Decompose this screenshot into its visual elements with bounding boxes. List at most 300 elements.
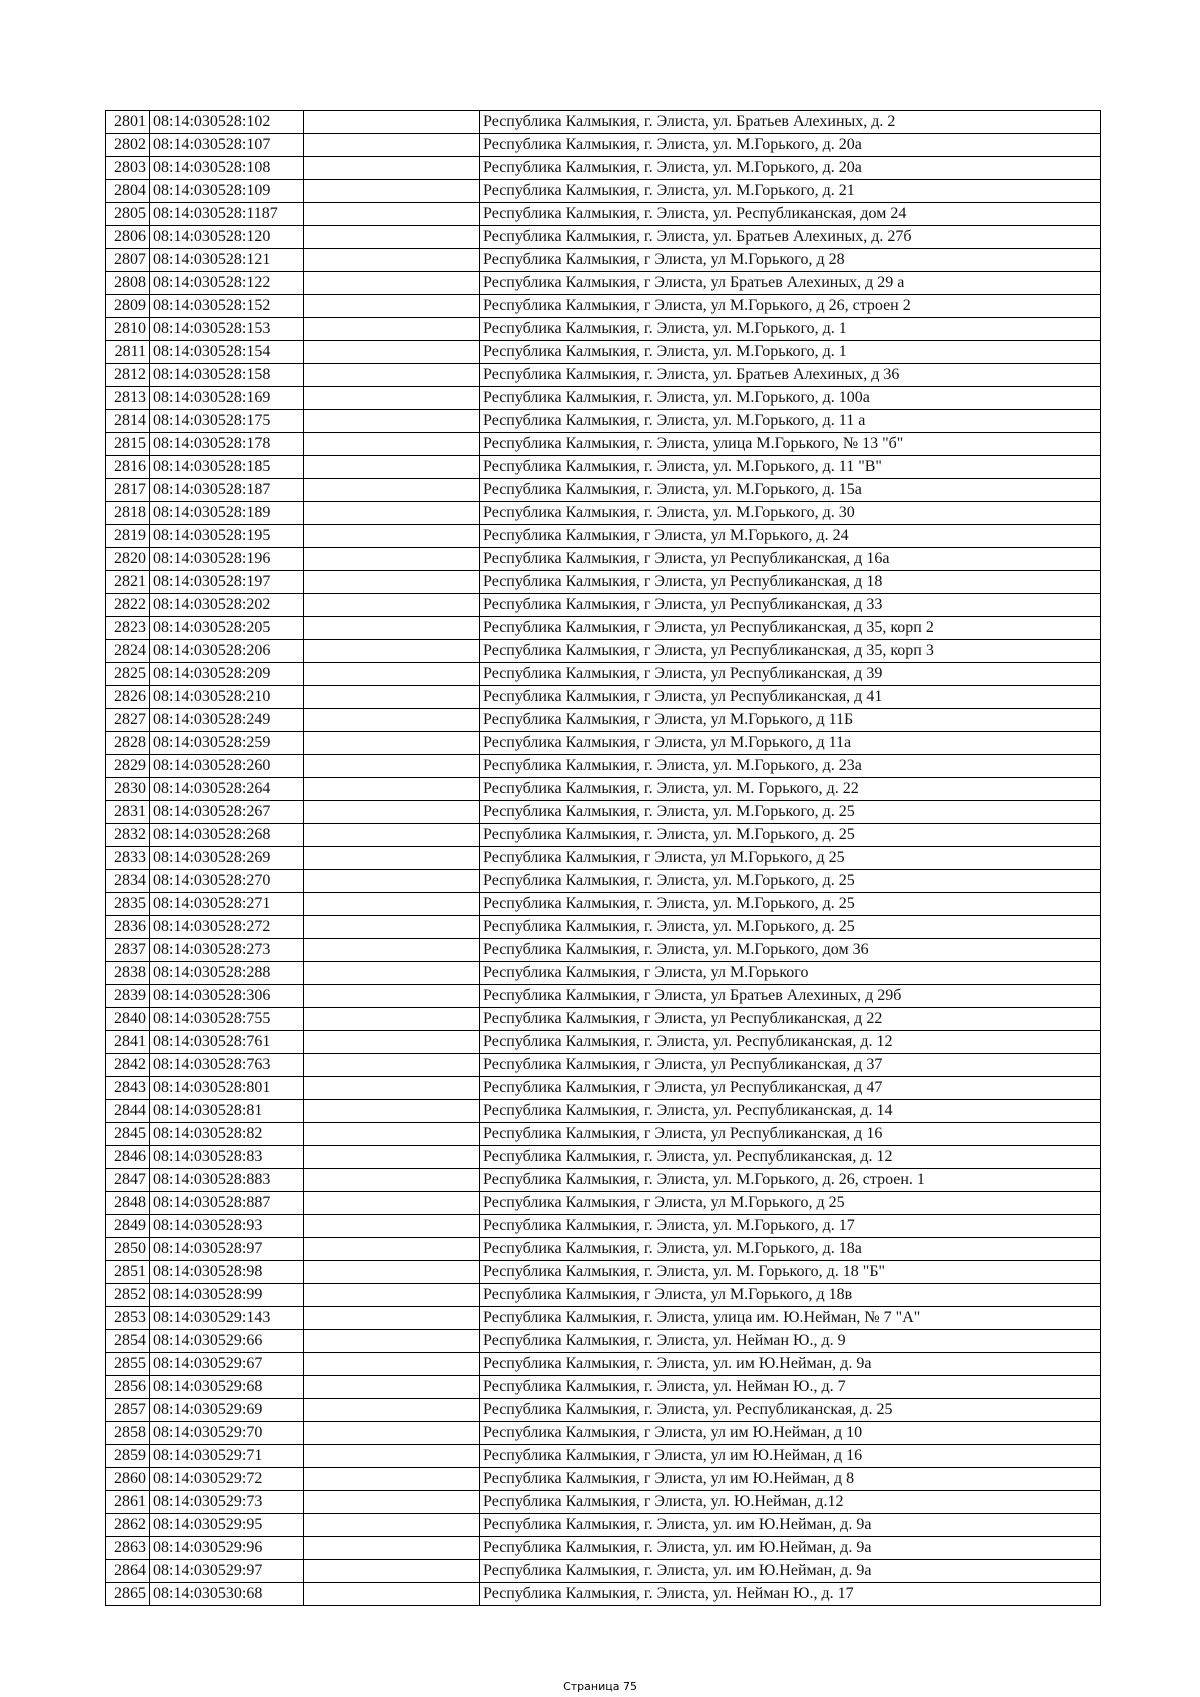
cadastral-number-cell: 08:14:030528:755 — [150, 1008, 304, 1031]
table-row — [106, 1422, 1101, 1445]
cadastral-number-cell: 08:14:030528:121 — [150, 249, 304, 272]
table-row — [106, 847, 1101, 870]
address-cell: Республика Калмыкия, г Элиста, ул М.Горького, д 28 — [480, 249, 1101, 272]
row-number-cell: 2856 — [106, 1376, 150, 1399]
cadastral-number-cell: 08:14:030529:72 — [150, 1468, 304, 1491]
address-cell: Республика Калмыкия, г Элиста, ул Братьев Алехиных, д 29 а — [480, 272, 1101, 295]
row-number-cell: 2842 — [106, 1054, 150, 1077]
cadastral-number-cell: 08:14:030530:68 — [150, 1583, 304, 1606]
cadastral-number-cell: 08:14:030528:93 — [150, 1215, 304, 1238]
table-row — [106, 134, 1101, 157]
cadastral-number-cell: 08:14:030528:107 — [150, 134, 304, 157]
table-row — [106, 1330, 1101, 1353]
table-row — [106, 1100, 1101, 1123]
row-number-cell: 2862 — [106, 1514, 150, 1537]
address-cell: Республика Калмыкия, г. Элиста, улица М.Горького, № 13 "б" — [480, 433, 1101, 456]
cadastral-number-cell: 08:14:030528:120 — [150, 226, 304, 249]
row-number-cell: 2845 — [106, 1123, 150, 1146]
table-row — [106, 709, 1101, 732]
empty-cell — [304, 1123, 480, 1146]
row-number-cell: 2852 — [106, 1284, 150, 1307]
empty-cell — [304, 1514, 480, 1537]
address-cell: Республика Калмыкия, г. Элиста, улица им. Ю.Нейман, № 7 "А" — [480, 1307, 1101, 1330]
address-cell: Республика Калмыкия, г. Элиста, ул. М.Горького, д. 20а — [480, 157, 1101, 180]
address-cell: Республика Калмыкия, г Элиста, ул М.Горького, д 11Б — [480, 709, 1101, 732]
empty-cell — [304, 1192, 480, 1215]
table-row — [106, 157, 1101, 180]
empty-cell — [304, 318, 480, 341]
address-cell: Республика Калмыкия, г Элиста, ул Республиканская, д 37 — [480, 1054, 1101, 1077]
row-number-cell: 2808 — [106, 272, 150, 295]
address-cell: Республика Калмыкия, г. Элиста, ул. Республиканская, д. 14 — [480, 1100, 1101, 1123]
empty-cell — [304, 525, 480, 548]
table-row — [106, 180, 1101, 203]
cadastral-number-cell: 08:14:030528:158 — [150, 364, 304, 387]
table-row — [106, 272, 1101, 295]
table-row — [106, 686, 1101, 709]
empty-cell — [304, 1008, 480, 1031]
row-number-cell: 2834 — [106, 870, 150, 893]
table-row — [106, 985, 1101, 1008]
table-row — [106, 1514, 1101, 1537]
table-row — [106, 1307, 1101, 1330]
table-row — [106, 226, 1101, 249]
empty-cell — [304, 203, 480, 226]
empty-cell — [304, 1468, 480, 1491]
row-number-cell: 2847 — [106, 1169, 150, 1192]
address-cell: Республика Калмыкия, г Элиста, ул Республиканская, д 33 — [480, 594, 1101, 617]
row-number-cell: 2859 — [106, 1445, 150, 1468]
cadastral-number-cell: 08:14:030528:108 — [150, 157, 304, 180]
cadastral-number-cell: 08:14:030528:306 — [150, 985, 304, 1008]
cadastral-number-cell: 08:14:030528:82 — [150, 1123, 304, 1146]
empty-cell — [304, 732, 480, 755]
row-number-cell: 2806 — [106, 226, 150, 249]
row-number-cell: 2803 — [106, 157, 150, 180]
table-row — [106, 1468, 1101, 1491]
empty-cell — [304, 1215, 480, 1238]
row-number-cell: 2823 — [106, 617, 150, 640]
cadastral-number-cell: 08:14:030528:102 — [150, 111, 304, 134]
cadastral-number-cell: 08:14:030529:143 — [150, 1307, 304, 1330]
table-row — [106, 502, 1101, 525]
empty-cell — [304, 364, 480, 387]
empty-cell — [304, 1376, 480, 1399]
cadastral-number-cell: 08:14:030528:196 — [150, 548, 304, 571]
address-cell: Республика Калмыкия, г. Элиста, ул. Братьев Алехиных, д. 2 — [480, 111, 1101, 134]
cadastral-number-cell: 08:14:030528:209 — [150, 663, 304, 686]
address-cell: Республика Калмыкия, г Элиста, ул Республиканская, д 16а — [480, 548, 1101, 571]
table-row — [106, 548, 1101, 571]
address-cell: Республика Калмыкия, г. Элиста, ул. М. Горького, д. 22 — [480, 778, 1101, 801]
row-number-cell: 2821 — [106, 571, 150, 594]
row-number-cell: 2835 — [106, 893, 150, 916]
cadastral-number-cell: 08:14:030528:154 — [150, 341, 304, 364]
cadastral-number-cell: 08:14:030528:883 — [150, 1169, 304, 1192]
row-number-cell: 2849 — [106, 1215, 150, 1238]
row-number-cell: 2813 — [106, 387, 150, 410]
address-cell: Республика Калмыкия, г. Элиста, ул. М.Горького, д. 20а — [480, 134, 1101, 157]
empty-cell — [304, 985, 480, 1008]
address-cell: Республика Калмыкия, г. Элиста, ул. М.Горького, д. 1 — [480, 318, 1101, 341]
address-cell: Республика Калмыкия, г. Элиста, ул. М.Горького, д. 21 — [480, 180, 1101, 203]
address-cell: Республика Калмыкия, г Элиста, ул М.Горького — [480, 962, 1101, 985]
empty-cell — [304, 295, 480, 318]
row-number-cell: 2838 — [106, 962, 150, 985]
table-row — [106, 1376, 1101, 1399]
cadastral-number-cell: 08:14:030528:197 — [150, 571, 304, 594]
address-cell: Республика Калмыкия, г Элиста, ул им Ю.Нейман, д 16 — [480, 1445, 1101, 1468]
table-row — [106, 801, 1101, 824]
table-row — [106, 525, 1101, 548]
table-row — [106, 387, 1101, 410]
empty-cell — [304, 617, 480, 640]
table-row — [106, 1491, 1101, 1514]
address-cell: Республика Калмыкия, г Элиста, ул М.Горького, д 18в — [480, 1284, 1101, 1307]
address-cell: Республика Калмыкия, г. Элиста, ул. М.Горького, д. 25 — [480, 801, 1101, 824]
row-number-cell: 2855 — [106, 1353, 150, 1376]
table-row — [106, 1008, 1101, 1031]
row-number-cell: 2833 — [106, 847, 150, 870]
empty-cell — [304, 755, 480, 778]
table-row — [106, 1169, 1101, 1192]
empty-cell — [304, 1031, 480, 1054]
row-number-cell: 2807 — [106, 249, 150, 272]
address-cell: Республика Калмыкия, г. Элиста, ул. Нейман Ю., д. 17 — [480, 1583, 1101, 1606]
address-cell: Республика Калмыкия, г. Элиста, ул. М.Горького, д. 25 — [480, 824, 1101, 847]
registry-table-body — [106, 111, 1101, 1606]
table-row — [106, 410, 1101, 433]
row-number-cell: 2853 — [106, 1307, 150, 1330]
address-cell: Республика Калмыкия, г. Элиста, ул. М.Горького, д. 17 — [480, 1215, 1101, 1238]
row-number-cell: 2864 — [106, 1560, 150, 1583]
empty-cell — [304, 134, 480, 157]
page-number: Страница 75 — [563, 1680, 637, 1693]
empty-cell — [304, 249, 480, 272]
row-number-cell: 2860 — [106, 1468, 150, 1491]
row-number-cell: 2846 — [106, 1146, 150, 1169]
address-cell: Республика Калмыкия, г. Элиста, ул. М.Горького, д. 25 — [480, 893, 1101, 916]
address-cell: Республика Калмыкия, г Элиста, ул М.Горького, д 11а — [480, 732, 1101, 755]
address-cell: Республика Калмыкия, г. Элиста, ул. им Ю.Нейман, д. 9а — [480, 1353, 1101, 1376]
table-row — [106, 1353, 1101, 1376]
cadastral-number-cell: 08:14:030528:887 — [150, 1192, 304, 1215]
row-number-cell: 2828 — [106, 732, 150, 755]
empty-cell — [304, 433, 480, 456]
table-row — [106, 732, 1101, 755]
table-row — [106, 1560, 1101, 1583]
empty-cell — [304, 1537, 480, 1560]
address-cell: Республика Калмыкия, г. Элиста, ул. Республиканская, дом 24 — [480, 203, 1101, 226]
empty-cell — [304, 1238, 480, 1261]
empty-cell — [304, 870, 480, 893]
empty-cell — [304, 709, 480, 732]
cadastral-number-cell: 08:14:030529:97 — [150, 1560, 304, 1583]
table-row — [106, 962, 1101, 985]
row-number-cell: 2805 — [106, 203, 150, 226]
table-row — [106, 1238, 1101, 1261]
cadastral-number-cell: 08:14:030528:267 — [150, 801, 304, 824]
cadastral-number-cell: 08:14:030528:175 — [150, 410, 304, 433]
empty-cell — [304, 1100, 480, 1123]
empty-cell — [304, 824, 480, 847]
row-number-cell: 2810 — [106, 318, 150, 341]
row-number-cell: 2865 — [106, 1583, 150, 1606]
row-number-cell: 2820 — [106, 548, 150, 571]
empty-cell — [304, 410, 480, 433]
address-cell: Республика Калмыкия, г. Элиста, ул. М.Горького, д. 11 а — [480, 410, 1101, 433]
empty-cell — [304, 479, 480, 502]
address-cell: Республика Калмыкия, г. Элиста, ул. М. Горького, д. 18 "Б" — [480, 1261, 1101, 1284]
row-number-cell: 2817 — [106, 479, 150, 502]
cadastral-number-cell: 08:14:030528:98 — [150, 1261, 304, 1284]
empty-cell — [304, 387, 480, 410]
cadastral-number-cell: 08:14:030528:268 — [150, 824, 304, 847]
empty-cell — [304, 1422, 480, 1445]
empty-cell — [304, 1560, 480, 1583]
cadastral-number-cell: 08:14:030528:202 — [150, 594, 304, 617]
empty-cell — [304, 157, 480, 180]
table-row — [106, 663, 1101, 686]
cadastral-number-cell: 08:14:030528:259 — [150, 732, 304, 755]
empty-cell — [304, 1284, 480, 1307]
cadastral-number-cell: 08:14:030528:205 — [150, 617, 304, 640]
empty-cell — [304, 686, 480, 709]
row-number-cell: 2804 — [106, 180, 150, 203]
row-number-cell: 2844 — [106, 1100, 150, 1123]
address-cell: Республика Калмыкия, г Элиста, ул М.Горького, д 26, строен 2 — [480, 295, 1101, 318]
address-cell: Республика Калмыкия, г Элиста, ул Республиканская, д 35, корп 3 — [480, 640, 1101, 663]
address-cell: Республика Калмыкия, г Элиста, ул Республиканская, д 22 — [480, 1008, 1101, 1031]
table-row — [106, 617, 1101, 640]
cadastral-number-cell: 08:14:030528:264 — [150, 778, 304, 801]
address-cell: Республика Калмыкия, г Элиста, ул Республиканская, д 47 — [480, 1077, 1101, 1100]
row-number-cell: 2819 — [106, 525, 150, 548]
cadastral-number-cell: 08:14:030529:71 — [150, 1445, 304, 1468]
address-cell: Республика Калмыкия, г. Элиста, ул. Братьев Алехиных, д. 27б — [480, 226, 1101, 249]
empty-cell — [304, 180, 480, 203]
row-number-cell: 2841 — [106, 1031, 150, 1054]
empty-cell — [304, 594, 480, 617]
cadastral-number-cell: 08:14:030528:109 — [150, 180, 304, 203]
table-row — [106, 1537, 1101, 1560]
cadastral-number-cell: 08:14:030528:249 — [150, 709, 304, 732]
table-row — [106, 778, 1101, 801]
cadastral-number-cell: 08:14:030528:178 — [150, 433, 304, 456]
address-cell: Республика Калмыкия, г Элиста, ул им Ю.Нейман, д 8 — [480, 1468, 1101, 1491]
row-number-cell: 2801 — [106, 111, 150, 134]
cadastral-number-cell: 08:14:030528:801 — [150, 1077, 304, 1100]
empty-cell — [304, 1307, 480, 1330]
empty-cell — [304, 571, 480, 594]
empty-cell — [304, 1330, 480, 1353]
row-number-cell: 2831 — [106, 801, 150, 824]
empty-cell — [304, 893, 480, 916]
row-number-cell: 2809 — [106, 295, 150, 318]
empty-cell — [304, 548, 480, 571]
cadastral-number-cell: 08:14:030528:288 — [150, 962, 304, 985]
table-row — [106, 111, 1101, 134]
empty-cell — [304, 1353, 480, 1376]
row-number-cell: 2839 — [106, 985, 150, 1008]
row-number-cell: 2818 — [106, 502, 150, 525]
row-number-cell: 2837 — [106, 939, 150, 962]
address-cell: Республика Калмыкия, г. Элиста, ул. М.Горького, д. 100а — [480, 387, 1101, 410]
table-row — [106, 1284, 1101, 1307]
cadastral-number-cell: 08:14:030528:122 — [150, 272, 304, 295]
address-cell: Республика Калмыкия, г Элиста, ул Республиканская, д 35, корп 2 — [480, 617, 1101, 640]
row-number-cell: 2843 — [106, 1077, 150, 1100]
cadastral-number-cell: 08:14:030528:152 — [150, 295, 304, 318]
row-number-cell: 2851 — [106, 1261, 150, 1284]
address-cell: Республика Калмыкия, г. Элиста, ул. Республиканская, д. 25 — [480, 1399, 1101, 1422]
table-row — [106, 870, 1101, 893]
row-number-cell: 2825 — [106, 663, 150, 686]
cadastral-number-cell: 08:14:030529:73 — [150, 1491, 304, 1514]
row-number-cell: 2857 — [106, 1399, 150, 1422]
row-number-cell: 2836 — [106, 916, 150, 939]
table-row — [106, 1583, 1101, 1606]
address-cell: Республика Калмыкия, г. Элиста, ул. М.Горького, дом 36 — [480, 939, 1101, 962]
cadastral-number-cell: 08:14:030528:83 — [150, 1146, 304, 1169]
table-row — [106, 939, 1101, 962]
empty-cell — [304, 1583, 480, 1606]
empty-cell — [304, 226, 480, 249]
cadastral-number-cell: 08:14:030529:69 — [150, 1399, 304, 1422]
table-row — [106, 249, 1101, 272]
row-number-cell: 2822 — [106, 594, 150, 617]
address-cell: Республика Калмыкия, г. Элиста, ул. М.Горького, д. 18а — [480, 1238, 1101, 1261]
row-number-cell: 2850 — [106, 1238, 150, 1261]
cadastral-number-cell: 08:14:030528:210 — [150, 686, 304, 709]
table-row — [106, 1146, 1101, 1169]
address-cell: Республика Калмыкия, г. Элиста, ул. Республиканская, д. 12 — [480, 1031, 1101, 1054]
address-cell: Республика Калмыкия, г Элиста, ул Республиканская, д 39 — [480, 663, 1101, 686]
address-cell: Республика Калмыкия, г. Элиста, ул. М.Горького, д. 25 — [480, 870, 1101, 893]
empty-cell — [304, 962, 480, 985]
cadastral-number-cell: 08:14:030528:81 — [150, 1100, 304, 1123]
address-cell: Республика Калмыкия, г Элиста, ул им Ю.Нейман, д 10 — [480, 1422, 1101, 1445]
table-row — [106, 1054, 1101, 1077]
cadastral-number-cell: 08:14:030528:153 — [150, 318, 304, 341]
cadastral-number-cell: 08:14:030528:763 — [150, 1054, 304, 1077]
address-cell: Республика Калмыкия, г. Элиста, ул. М.Горького, д. 1 — [480, 341, 1101, 364]
address-cell: Республика Калмыкия, г. Элиста, ул. им Ю.Нейман, д. 9а — [480, 1514, 1101, 1537]
cadastral-number-cell: 08:14:030528:99 — [150, 1284, 304, 1307]
table-row — [106, 1261, 1101, 1284]
empty-cell — [304, 801, 480, 824]
empty-cell — [304, 1169, 480, 1192]
cadastral-number-cell: 08:14:030529:70 — [150, 1422, 304, 1445]
table-row — [106, 893, 1101, 916]
empty-cell — [304, 1077, 480, 1100]
address-cell: Республика Калмыкия, г. Элиста, ул. им Ю.Нейман, д. 9а — [480, 1537, 1101, 1560]
row-number-cell: 2858 — [106, 1422, 150, 1445]
table-row — [106, 571, 1101, 594]
empty-cell — [304, 272, 480, 295]
address-cell: Республика Калмыкия, г. Элиста, ул. им Ю.Нейман, д. 9а — [480, 1560, 1101, 1583]
address-cell: Республика Калмыкия, г Элиста, ул Республиканская, д 41 — [480, 686, 1101, 709]
table-row — [106, 341, 1101, 364]
cadastral-number-cell: 08:14:030528:1187 — [150, 203, 304, 226]
cadastral-number-cell: 08:14:030529:68 — [150, 1376, 304, 1399]
table-row — [106, 295, 1101, 318]
empty-cell — [304, 1491, 480, 1514]
empty-cell — [304, 456, 480, 479]
cadastral-number-cell: 08:14:030528:187 — [150, 479, 304, 502]
table-row — [106, 1123, 1101, 1146]
cadastral-number-cell: 08:14:030529:95 — [150, 1514, 304, 1537]
empty-cell — [304, 1399, 480, 1422]
address-cell: Республика Калмыкия, г Элиста, ул М.Горького, д 25 — [480, 847, 1101, 870]
address-cell: Республика Калмыкия, г. Элиста, ул. Братьев Алехиных, д 36 — [480, 364, 1101, 387]
address-cell: Республика Калмыкия, г. Элиста, ул. М.Горького, д. 25 — [480, 916, 1101, 939]
table-row — [106, 1192, 1101, 1215]
cadastral-number-cell: 08:14:030529:67 — [150, 1353, 304, 1376]
table-row — [106, 1215, 1101, 1238]
address-cell: Республика Калмыкия, г. Элиста, ул. М.Горького, д. 23а — [480, 755, 1101, 778]
row-number-cell: 2863 — [106, 1537, 150, 1560]
empty-cell — [304, 778, 480, 801]
cadastral-number-cell: 08:14:030528:97 — [150, 1238, 304, 1261]
table-row — [106, 824, 1101, 847]
address-cell: Республика Калмыкия, г. Элиста, ул. Нейман Ю., д. 7 — [480, 1376, 1101, 1399]
row-number-cell: 2827 — [106, 709, 150, 732]
address-cell: Республика Калмыкия, г. Элиста, ул. М.Горького, д. 11 "В" — [480, 456, 1101, 479]
empty-cell — [304, 111, 480, 134]
cadastral-number-cell: 08:14:030528:185 — [150, 456, 304, 479]
empty-cell — [304, 341, 480, 364]
table-row — [106, 1445, 1101, 1468]
empty-cell — [304, 847, 480, 870]
address-cell: Республика Калмыкия, г. Элиста, ул. М.Горького, д. 30 — [480, 502, 1101, 525]
table-row — [106, 318, 1101, 341]
row-number-cell: 2812 — [106, 364, 150, 387]
row-number-cell: 2826 — [106, 686, 150, 709]
table-row — [106, 1399, 1101, 1422]
address-cell: Республика Калмыкия, г. Элиста, ул. М.Горького, д. 26, строен. 1 — [480, 1169, 1101, 1192]
row-number-cell: 2814 — [106, 410, 150, 433]
table-row — [106, 203, 1101, 226]
address-cell: Республика Калмыкия, г Элиста, ул Братьев Алехиных, д 29б — [480, 985, 1101, 1008]
registry-table — [105, 110, 1101, 1606]
empty-cell — [304, 1445, 480, 1468]
row-number-cell: 2829 — [106, 755, 150, 778]
address-cell: Республика Калмыкия, г Элиста, ул. Ю.Нейман, д.12 — [480, 1491, 1101, 1514]
cadastral-number-cell: 08:14:030528:189 — [150, 502, 304, 525]
table-row — [106, 364, 1101, 387]
table-row — [106, 1077, 1101, 1100]
cadastral-number-cell: 08:14:030529:96 — [150, 1537, 304, 1560]
table-row — [106, 433, 1101, 456]
empty-cell — [304, 1054, 480, 1077]
row-number-cell: 2832 — [106, 824, 150, 847]
empty-cell — [304, 916, 480, 939]
cadastral-number-cell: 08:14:030528:195 — [150, 525, 304, 548]
cadastral-number-cell: 08:14:030528:272 — [150, 916, 304, 939]
cadastral-number-cell: 08:14:030528:169 — [150, 387, 304, 410]
empty-cell — [304, 1146, 480, 1169]
address-cell: Республика Калмыкия, г. Элиста, ул. Нейман Ю., д. 9 — [480, 1330, 1101, 1353]
table-row — [106, 479, 1101, 502]
cadastral-number-cell: 08:14:030529:66 — [150, 1330, 304, 1353]
empty-cell — [304, 663, 480, 686]
address-cell: Республика Калмыкия, г. Элиста, ул. М.Горького, д. 15а — [480, 479, 1101, 502]
table-row — [106, 594, 1101, 617]
table-row — [106, 1031, 1101, 1054]
empty-cell — [304, 640, 480, 663]
row-number-cell: 2815 — [106, 433, 150, 456]
